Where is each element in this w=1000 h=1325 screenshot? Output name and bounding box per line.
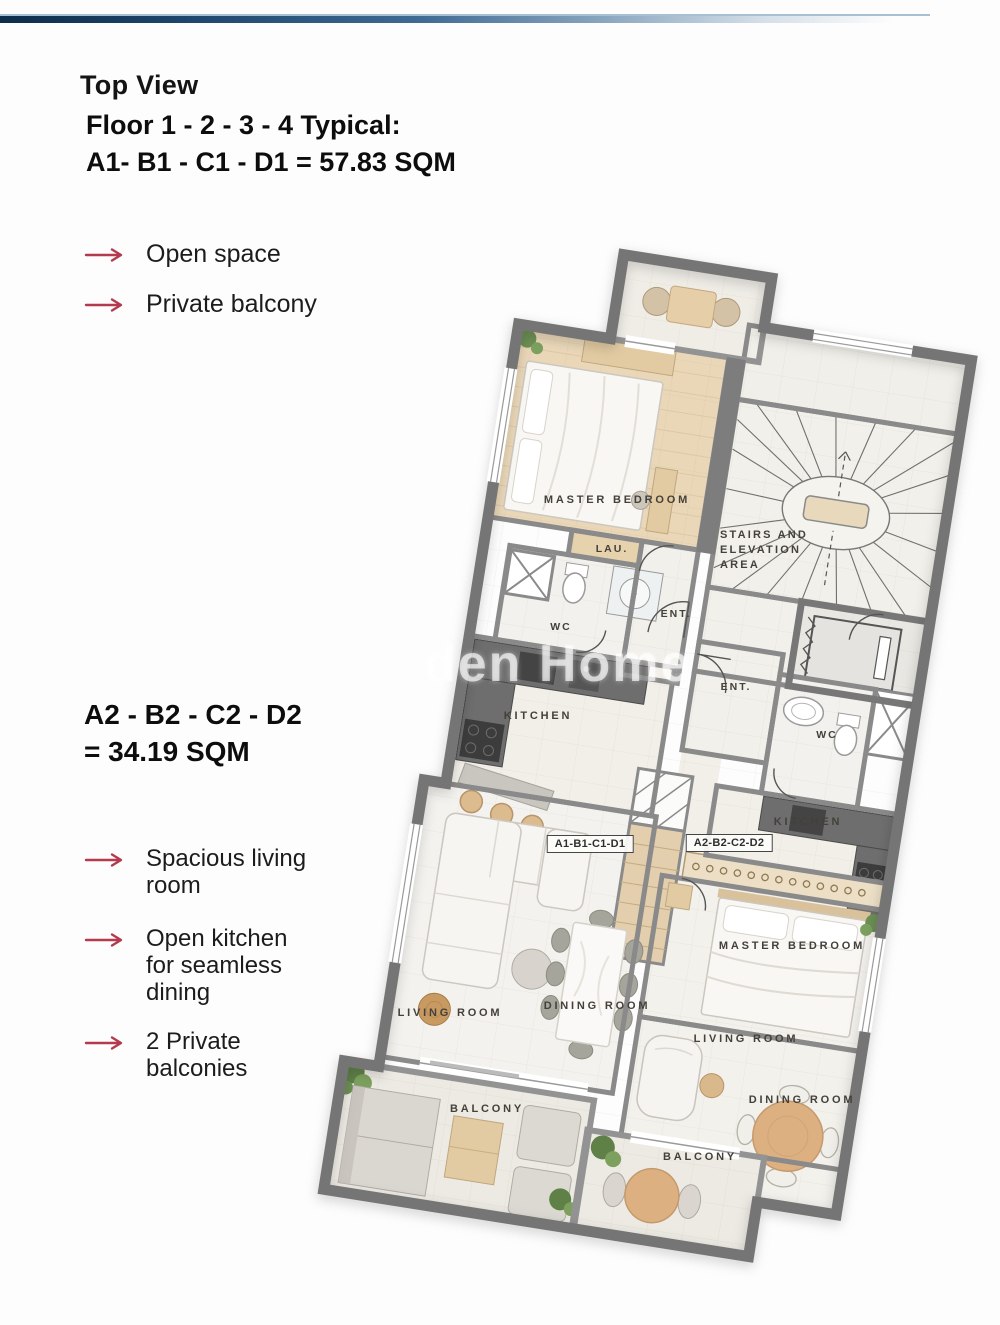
label-living-room-2: LIVING ROOM bbox=[693, 1033, 799, 1045]
floor-typical-line: Floor 1 - 2 - 3 - 4 Typical: bbox=[86, 110, 401, 140]
label-laundry: LAU. bbox=[595, 543, 629, 555]
label-master-bedroom-2: MASTER BEDROOM bbox=[718, 940, 866, 952]
label-kitchen-1: KITCHEN bbox=[503, 710, 573, 722]
label-dining-room-2: DINING ROOM bbox=[748, 1094, 856, 1106]
label-wc-1: WC bbox=[550, 621, 572, 633]
feature-label: Open kitchen for seamless dining bbox=[146, 925, 288, 1006]
feature-label: Open space bbox=[146, 240, 281, 268]
label-wc-2: WC bbox=[816, 729, 838, 741]
label-master-bedroom-1: MASTER BEDROOM bbox=[543, 494, 691, 506]
label-kitchen-2: KITCHEN bbox=[773, 816, 843, 828]
label-dining-room-1: DINING ROOM bbox=[543, 1000, 651, 1012]
unit1-area-line: A1- B1 - C1 - D1 = 57.83 SQM bbox=[86, 147, 456, 177]
watermark: den Home bbox=[424, 635, 692, 693]
feature-label: Spacious living room bbox=[146, 845, 307, 899]
label-living-room-1: LIVING ROOM bbox=[397, 1007, 503, 1019]
label-balcony-1: BALCONY bbox=[450, 1103, 524, 1115]
unit1-tag: A1-B1-C1-D1 bbox=[547, 835, 634, 853]
label-ent-2: ENT. bbox=[720, 681, 752, 693]
feature-label: Private balcony bbox=[146, 290, 317, 318]
label-ent-1: ENT. bbox=[660, 608, 692, 620]
feature-label: 2 Private balconies bbox=[146, 1028, 248, 1082]
unit2-area-line1: A2 - B2 - C2 - D2 bbox=[84, 699, 302, 730]
label-balcony-2: BALCONY bbox=[663, 1151, 737, 1163]
unit2-area-line2: = 34.19 SQM bbox=[84, 736, 250, 767]
unit2-tag: A2-B2-C2-D2 bbox=[686, 834, 773, 852]
page-title: Top View bbox=[80, 70, 199, 100]
label-stairs-area: STAIRS AND ELEVATION AREA bbox=[720, 529, 808, 571]
